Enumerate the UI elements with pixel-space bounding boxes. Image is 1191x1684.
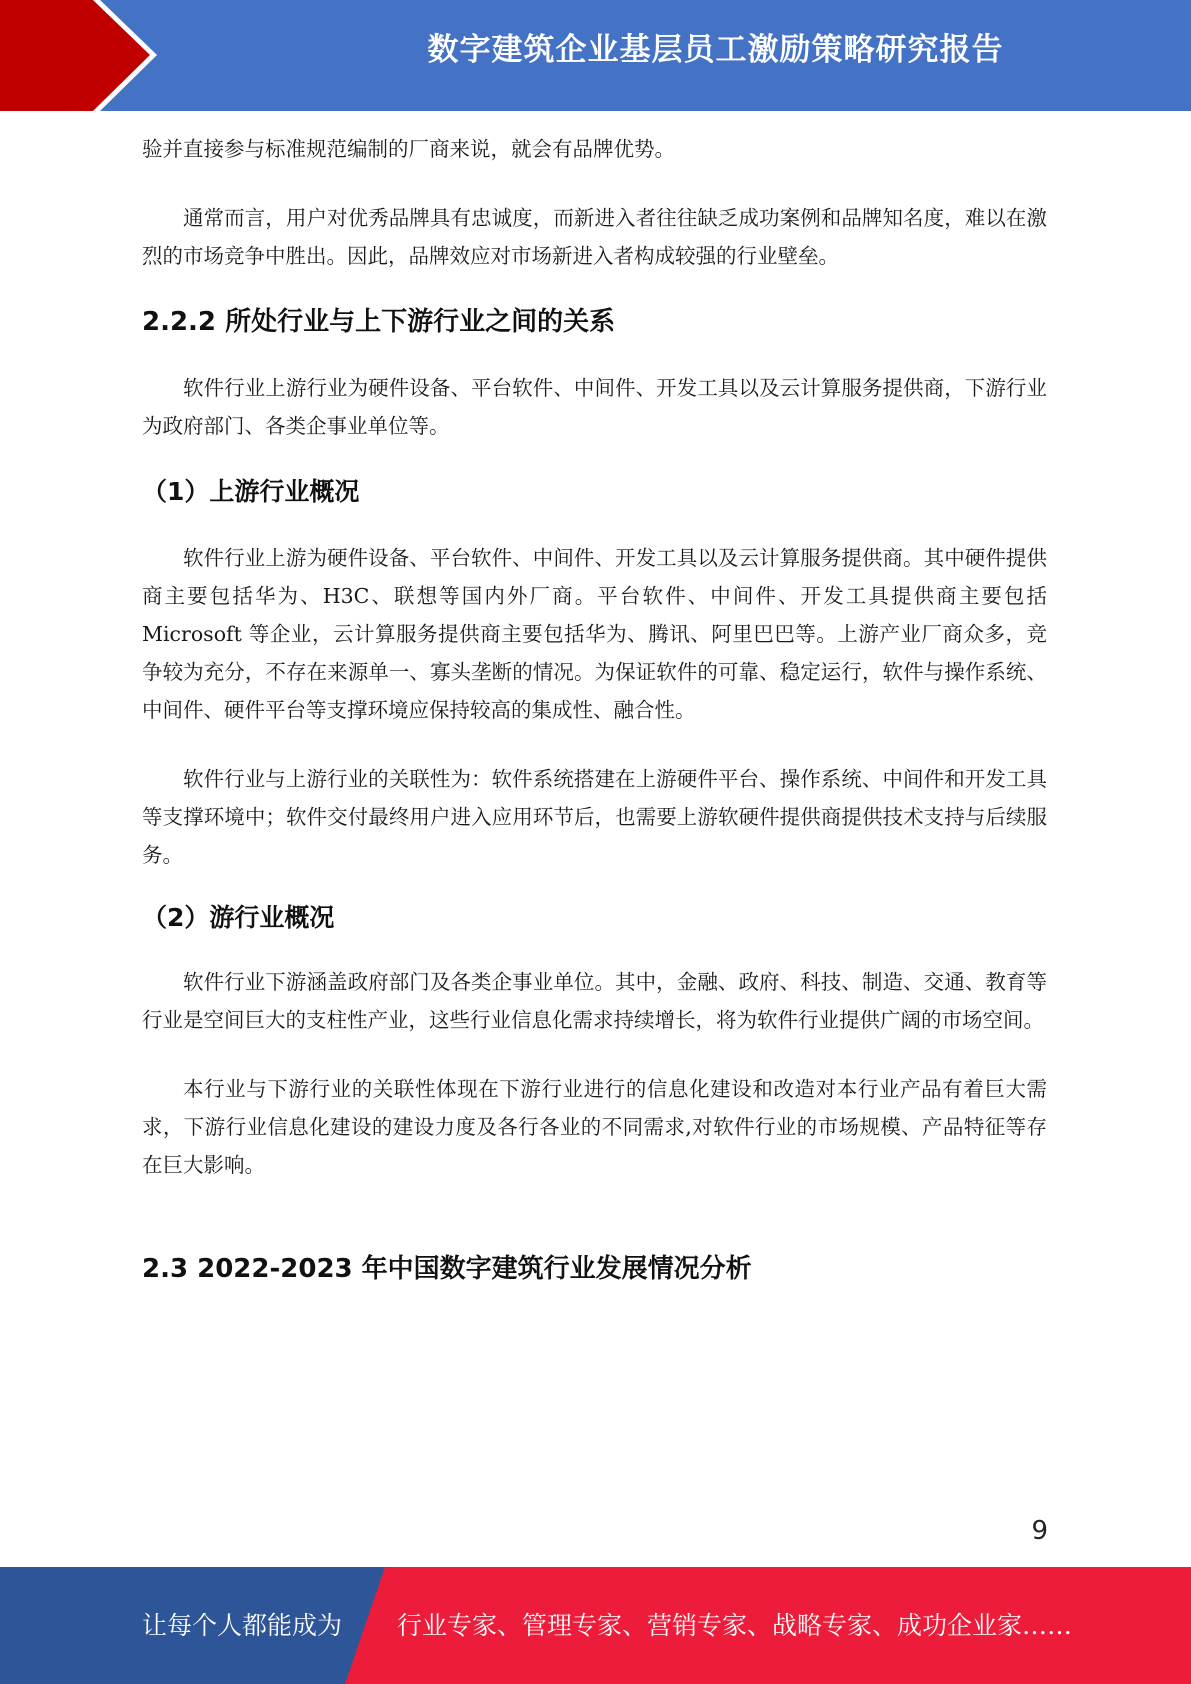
section-heading-2-3: 2.3 2022-2023 年中国数字建筑行业发展情况分析 bbox=[142, 1254, 752, 1284]
paragraph-upstream-overview: 软件行业上游为硬件设备、平台软件、中间件、开发工具以及云计算服务提供商。其中硬件提供商主要包括华为、H3C、联想等国内外厂商。平台软件、中间件、开发工具提供商主要包括 Microsoft 等企业，云计算服务提供商主要包括华为、腾讯、阿里巴巴等。上游产业厂商众多，竞争较为充分，不存在来源单一、寡头垄断的情况。为保证软件的可靠、稳定运行，软件与操作系统、中间件、硬件平台等支撑环境应保持较高的集成性、融合性。 bbox=[142, 546, 1047, 722]
paragraph-upstream-relation: 软件行业与上游行业的关联性为：软件系统搭建在上游硬件平台、操作系统、中间件和开发工具等支撑环境中；软件交付最终用户进入应用环节后，也需要上游软硬件提供商提供技术支持与后续服务。 bbox=[142, 767, 1047, 867]
paragraph-upstream-downstream: 软件行业上游行业为硬件设备、平台软件、中间件、开发工具以及云计算服务提供商，下游行业为政府部门、各类企事业单位等。 bbox=[142, 376, 1047, 438]
footer-slogan-left: 让每个人都能成为 bbox=[142, 1611, 343, 1640]
subheading-downstream: （2）游行业概况 bbox=[142, 903, 335, 932]
document-body bbox=[142, 130, 1047, 1289]
subheading-upstream: （1）上游行业概况 bbox=[142, 477, 360, 506]
paragraph-brand-barrier: 通常而言，用户对优秀品牌具有忠诚度，而新进入者往往缺乏成功案例和品牌知名度，难以在激烈的市场竞争中胜出。因此，品牌效应对市场新进入者构成较强的行业壁垒。 bbox=[142, 206, 1047, 268]
page-footer bbox=[0, 1567, 1191, 1684]
header-title: 数字建筑企业基层员工激励策略研究报告 bbox=[427, 32, 1004, 68]
page-number: 9 bbox=[1031, 1516, 1048, 1546]
paragraph-downstream-overview: 软件行业下游涵盖政府部门及各类企事业单位。其中，金融、政府、科技、制造、交通、教育等行业是空间巨大的支柱性产业，这些行业信息化需求持续增长，将为软件行业提供广阔的市场空间。 bbox=[142, 970, 1047, 1032]
paragraph-downstream-relation: 本行业与下游行业的关联性体现在下游行业进行的信息化建设和改造对本行业产品有着巨大需求，下游行业信息化建设的建设力度及各行各业的不同需求,对软件行业的市场规模、产品特征等存在巨大影响。 bbox=[142, 1077, 1047, 1177]
footer-slogan-right: 行业专家、管理专家、营销专家、战略专家、成功企业家…… bbox=[397, 1611, 1073, 1640]
page-header bbox=[0, 0, 1191, 111]
section-heading-2-2-2: 2.2.2 所处行业与上下游行业之间的关系 bbox=[142, 307, 616, 337]
paragraph-brand-advantage: 验并直接参与标准规范编制的厂商来说，就会有品牌优势。 bbox=[142, 137, 675, 161]
